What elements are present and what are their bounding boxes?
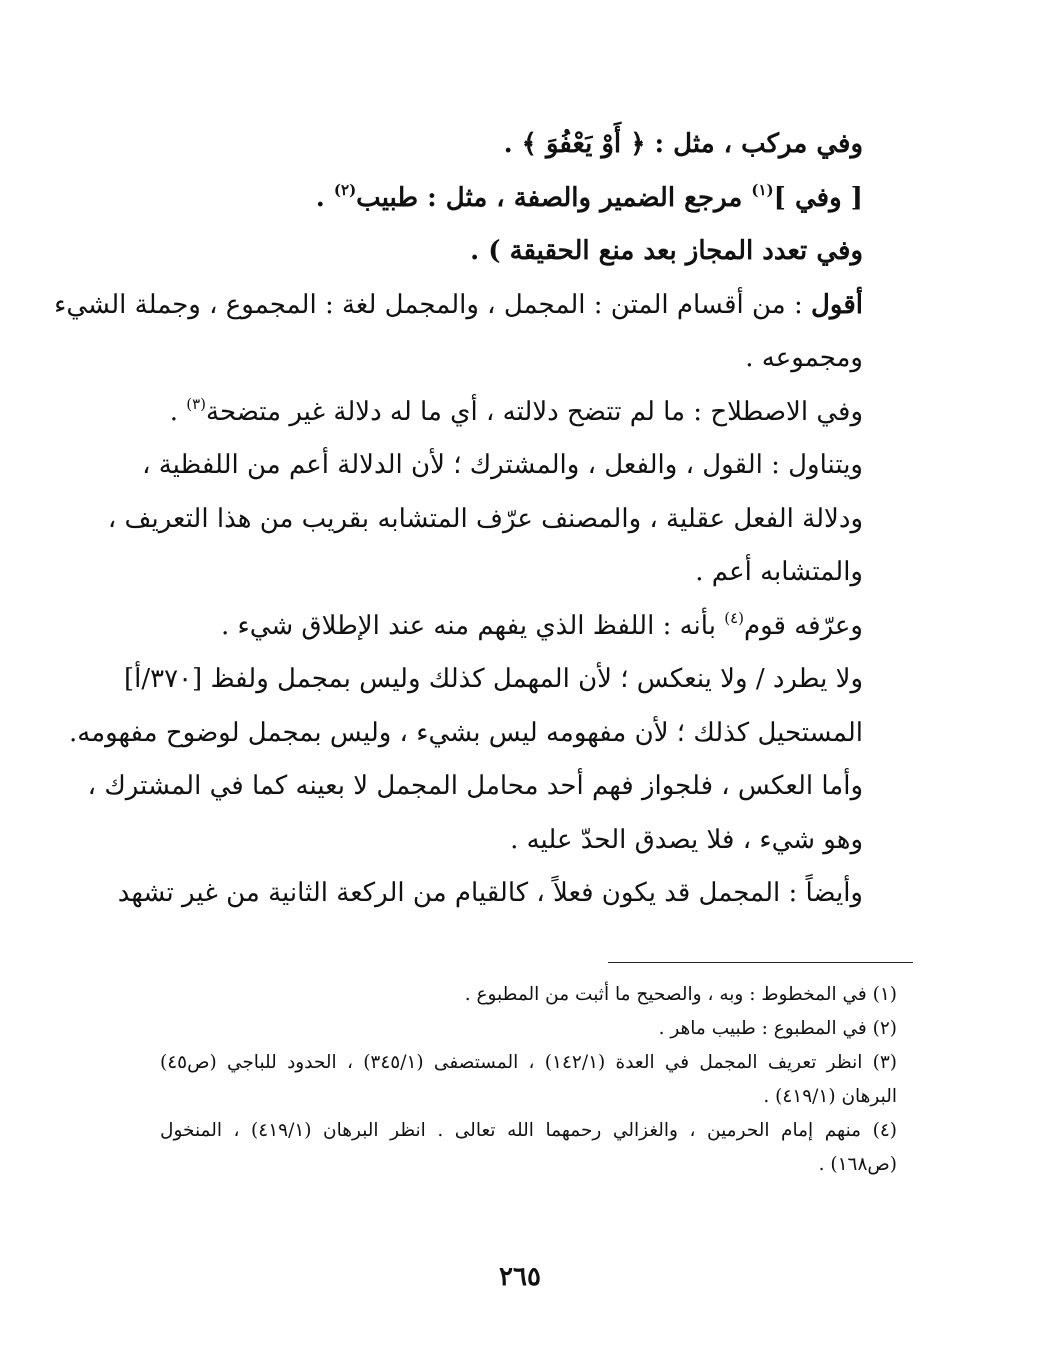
footnote-continuation: (ص١٦٨) . [818,1154,897,1175]
footnote: (٣) انظر تعريف المجمل في العدة (١٤٢/١) ، المستصفى (٣٤٥/١) ، الحدود للباجي (ص٤٥) [160,1052,898,1073]
footnote: (٢) في المطبوع : طبيب ماهر . [658,1018,897,1039]
text-line: [ وفي ]$^{(١)}$ مرجع الضمير والصفة ، مثل : طبيب$^{(٢)}$ . [315,180,863,213]
footnote-divider [608,962,913,963]
text-line: وعرّفه قوم$^{(٤)}$ بأنه : اللفظ الذي يفهم منه عند الإطلاق شيء . [220,608,863,641]
text-line: وأما العكس ، فلجواز فهم أحد محامل المجمل لا بعينه كما في المشترك ، [87,771,863,801]
text-line: وفي مركب ، مثل : ﴿ أَوْ يَعْفُوَ ﴾ . [503,129,863,159]
text-line: ودلالة الفعل عقلية ، والمصنف عرّف المتشابه بقريب من هذا التعريف ، [107,503,863,534]
text-line: ويتناول : القول ، والفعل ، والمشترك ؛ لأن الدلالة أعم من اللفظية ، [142,450,863,480]
text-line: وفي الاصطلاح : ما لم تتضح دلالته ، أي ما له دلالة غير متضحة$^{(٣)}$ . [169,394,863,427]
footnote: (١) في المخطوط : وبه ، والصحيح ما أثبت من المطبوع . [464,984,897,1005]
main-text [54,118,863,921]
text-line: وفي تعدد المجاز بعد منع الحقيقة ) . [470,236,863,266]
text-line: أقول : من أقسام المتن : المجمل ، والمجمل لغة : المجموع ، وجملة الشيء [54,289,863,320]
footnote: (٤) منهم إمام الحرمين ، والغزالي رحمهما الله تعالى . انظر البرهان (٤١٩/١) ، المنخول [160,1120,897,1141]
footnote-ref[interactable]: (١) [751,180,774,199]
footnote-continuation: البرهان (٤١٩/١) . [763,1086,897,1107]
text-line: والمتشابه أعم . [695,557,863,587]
lead-word: أقول [811,289,863,320]
quran-verse: ﴿ أَوْ يَعْفُوَ ﴾ [521,129,646,159]
footnote-ref[interactable]: (٤) [724,608,744,627]
text-line: ولا يطرد / ولا ينعكس ؛ لأن المهمل كذلك وليس بمجمل ولفظ [٣٧٠/أ] [124,664,863,694]
text-line: المستحيل كذلك ؛ لأن مفهومه ليس بشيء ، وليس بمجمل لوضوح مفهومه. [68,717,863,748]
text-line: ومجموعه . [745,343,863,373]
page-number: ٢٦٥ [499,1262,541,1292]
text-line: وأيضاً : المجمل قد يكون فعلاً ، كالقيام من الركعة الثانية من غير تشهد [117,878,863,908]
footnote-ref[interactable]: (٢) [333,180,357,199]
footnotes [160,978,897,1182]
text-line: وهو شيء ، فلا يصدق الحدّ عليه . [510,824,863,855]
footnote-ref[interactable]: (٣) [186,394,207,413]
